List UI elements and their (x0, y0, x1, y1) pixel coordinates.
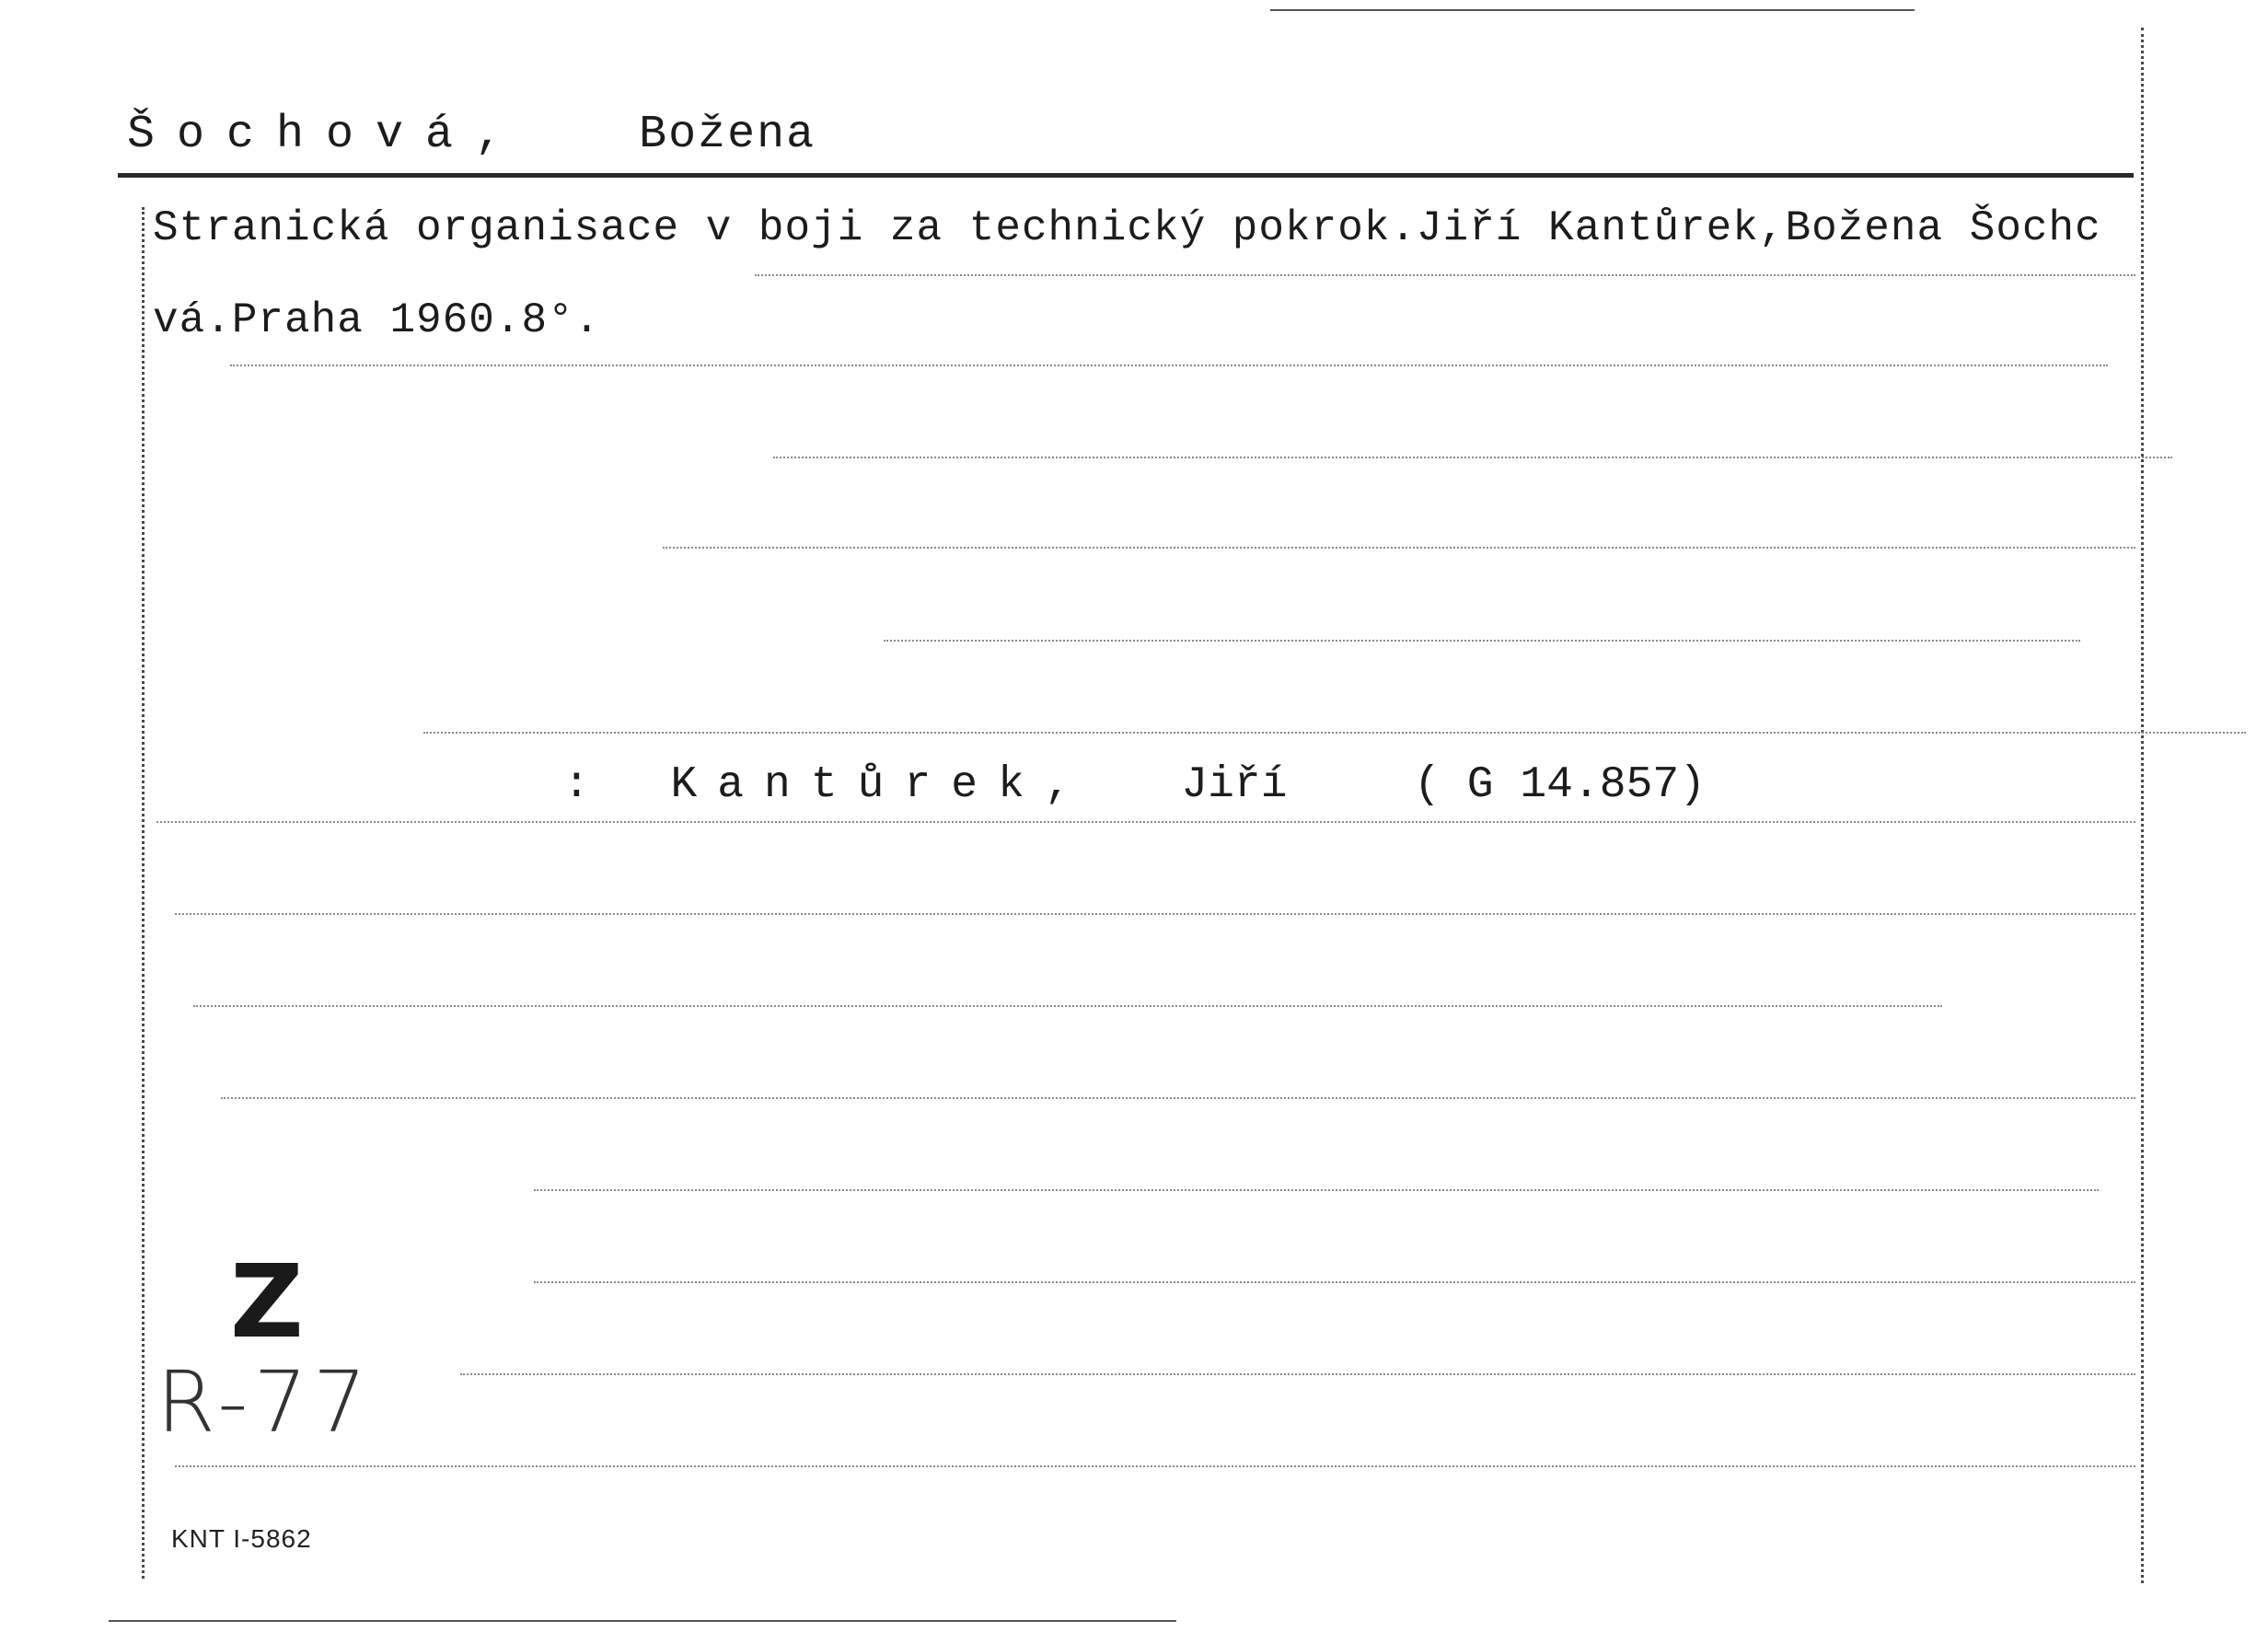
guide-line (156, 821, 2135, 823)
guide-line (193, 1005, 1942, 1007)
added-entry-shelf-number: ( G 14.857) (1414, 760, 1707, 810)
added-entry-marker: : (563, 760, 590, 810)
heading-surname: Šochová, (127, 109, 526, 161)
guide-line (175, 913, 2135, 915)
handwritten-mark-letter: Z (230, 1243, 304, 1360)
guide-line (460, 1373, 2135, 1375)
entry-line-1: Stranická organisace v boji za technický pokrok.Jiří Kantůrek,Božena Šochc (153, 204, 2101, 252)
guide-line (534, 1281, 2135, 1283)
top-rule-fragment (1270, 9, 1915, 11)
left-margin-line (142, 207, 145, 1579)
guide-line (175, 1465, 2135, 1467)
heading-rule (118, 173, 2134, 178)
guide-line (755, 274, 2135, 276)
guide-line (423, 732, 2246, 734)
bottom-rule (109, 1620, 1176, 1622)
entry-line-2: vá.Praha 1960.8°. (153, 296, 601, 344)
guide-line (534, 1189, 2099, 1191)
added-entry-given-name: Jiří (1181, 760, 1288, 810)
heading (127, 109, 816, 161)
heading-given-name: Božena (639, 109, 816, 161)
right-margin-line (2141, 28, 2144, 1583)
added-entry (563, 760, 1706, 810)
guide-line (230, 365, 2108, 366)
added-entry-surname: Kantůrek, (670, 760, 1092, 810)
guide-line (663, 547, 2135, 549)
guide-line (884, 640, 2080, 642)
handwritten-mark-code: R-77 (156, 1353, 373, 1452)
guide-line (221, 1097, 2135, 1099)
footer-code: KNT I-5862 (171, 1524, 312, 1553)
guide-line (773, 457, 2172, 458)
